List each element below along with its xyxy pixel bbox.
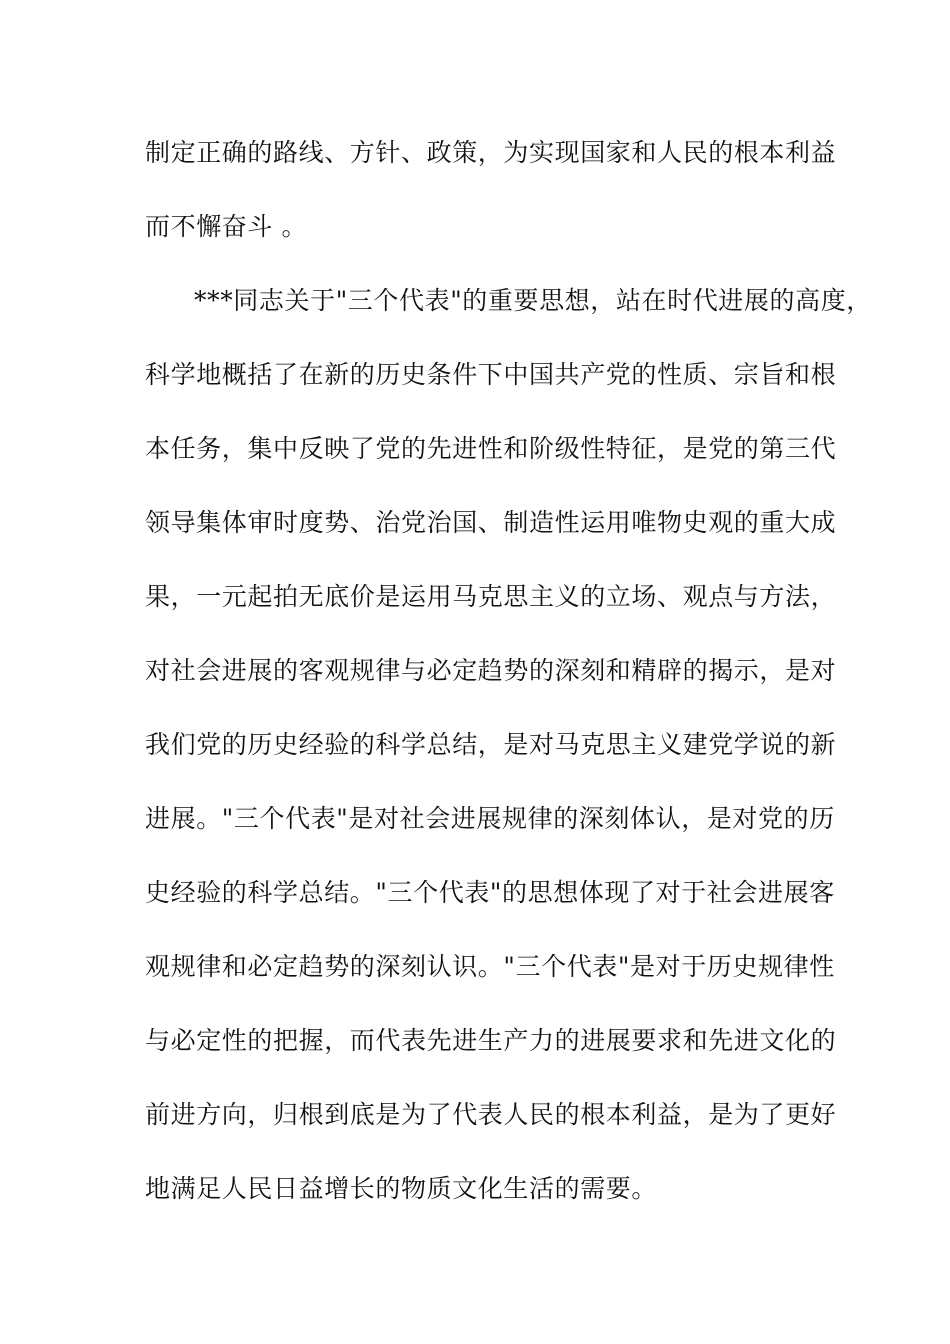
text-line: 观规律和必定趋势的深刻认识。"三个代表"是对于历史规律性 (145, 952, 835, 981)
paragraph-first-line: ***同志关于"三个代表"的重要思想，站在时代进展的高度， (194, 286, 872, 315)
text-line: 本任务，集中反映了党的先进性和阶级性特征，是党的第三代 (145, 434, 837, 463)
text-line: 进展。"三个代表"是对社会进展规律的深刻体认，是对党的历 (145, 804, 835, 833)
text-line: 我们党的历史经验的科学总结，是对马克思主义建党学说的新 (145, 730, 837, 759)
text-line: 与必定性的把握，而代表先进生产力的进展要求和先进文化的 (145, 1026, 837, 1055)
text-line: 科学地概括了在新的历史条件下中国共产党的性质、宗旨和根 (145, 360, 837, 389)
text-line: 地满足人民日益增长的物质文化生活的需要。 (145, 1174, 658, 1203)
text-line: 而不懈奋斗 。 (145, 212, 308, 241)
text-line: 制定正确的路线、方针、政策，为实现国家和人民的根本利益 (145, 138, 837, 167)
text-line: 前进方向，归根到底是为了代表人民的根本利益，是为了更好 (145, 1100, 837, 1129)
text-line: 果，一元起拍无底价是运用马克思主义的立场、观点与方法， (145, 582, 837, 611)
text-line: 对社会进展的客观规律与必定趋势的深刻和精辟的揭示，是对 (145, 656, 837, 685)
text-line: 史经验的科学总结。"三个代表"的思想体现了对于社会进展客 (145, 878, 835, 907)
text-line: 领导集体审时度势、治党治国、制造性运用唯物史观的重大成 (145, 508, 837, 537)
